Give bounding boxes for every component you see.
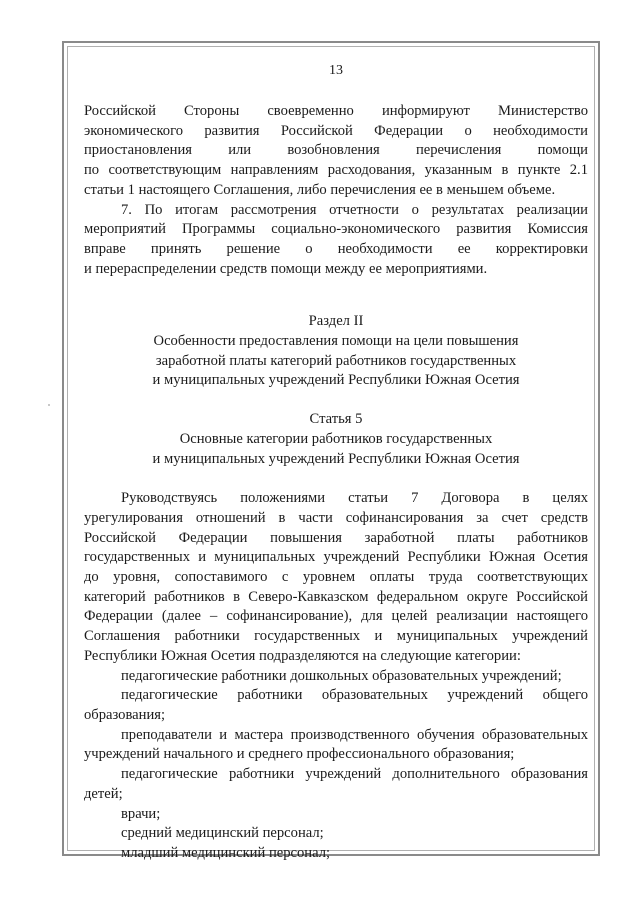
text-line: категорий работников в Северо-Кавказском федеральном округе Российской	[84, 588, 588, 605]
article-subtitle-line: и муниципальных учреждений Республики Южная Осетия	[152, 450, 520, 467]
text-line: по соответствующим направлениям расходования, указанным в пункте 2.1	[84, 162, 588, 179]
article-title: Статья 5	[309, 411, 363, 428]
page-number: 13	[329, 63, 343, 78]
text-line: Российской Федерации повышения заработной платы работников	[84, 529, 588, 546]
list-item-continuation: детей;	[84, 785, 123, 802]
document-body	[84, 62, 588, 864]
list-item: врачи;	[121, 805, 161, 822]
text-line: экономического развития Российской Федерации о необходимости	[84, 122, 588, 139]
text-line: приостановления или возобновления перечисления помощи	[84, 142, 588, 159]
text-line: урегулирования отношений в части софинансирования за счет средств	[84, 509, 588, 526]
text-line: Российской Стороны своевременно информируют Министерство	[84, 103, 588, 119]
text-line: статьи 1 настоящего Соглашения, либо перечисления ее в меньшем объеме.	[84, 181, 556, 198]
text-line: вправе принять решение о необходимости ее корректировки	[84, 240, 588, 257]
list-item: педагогические работники образовательных учреждений общего	[121, 687, 588, 704]
text-line: 7. По итогам рассмотрения отчетности о результатах реализации	[121, 201, 588, 218]
list-item: преподаватели и мастера производственного обучения образовательных	[121, 726, 588, 743]
section-subtitle-line: заработной платы категорий работников государственных	[155, 352, 517, 369]
list-item: педагогические работники дошкольных образовательных учреждений;	[121, 667, 562, 684]
list-item: педагогические работники учреждений дополнительного образования	[121, 766, 588, 783]
text-line: Республики Южная Осетия подразделяются на следующие категории:	[84, 647, 521, 664]
text-line: мероприятий Программы социально-экономического развития Комиссия	[84, 221, 588, 238]
list-item: средний медицинский персонал;	[121, 825, 324, 842]
list-item-continuation: учреждений начального и среднего профессионального образования;	[84, 746, 515, 763]
section-title: Раздел II	[308, 313, 364, 330]
list-item: младший медицинский персонал;	[121, 844, 331, 861]
section-subtitle-line: и муниципальных учреждений Республики Южная Осетия	[152, 372, 520, 389]
text-line: Руководствуясь положениями статьи 7 Договора в целях	[121, 490, 588, 507]
scan-speck	[48, 404, 50, 406]
section-subtitle-line: Особенности предоставления помощи на цели повышения	[153, 333, 519, 350]
list-item-continuation: образования;	[84, 706, 166, 723]
text-line: до уровня, сопоставимого с уровнем оплаты труда соответствующих	[84, 569, 588, 586]
text-line: и перераспределении средств помощи между ее мероприятиями.	[84, 260, 488, 277]
text-line: Федерации (далее – софинансирование), для целей реализации настоящего	[84, 608, 588, 625]
text-line: Соглашения работники государственных и муниципальных учреждений	[84, 628, 588, 645]
text-line: государственных и муниципальных учреждений Республики Южная Осетия	[84, 549, 588, 566]
article-subtitle-line: Основные категории работников государственных	[179, 430, 493, 447]
